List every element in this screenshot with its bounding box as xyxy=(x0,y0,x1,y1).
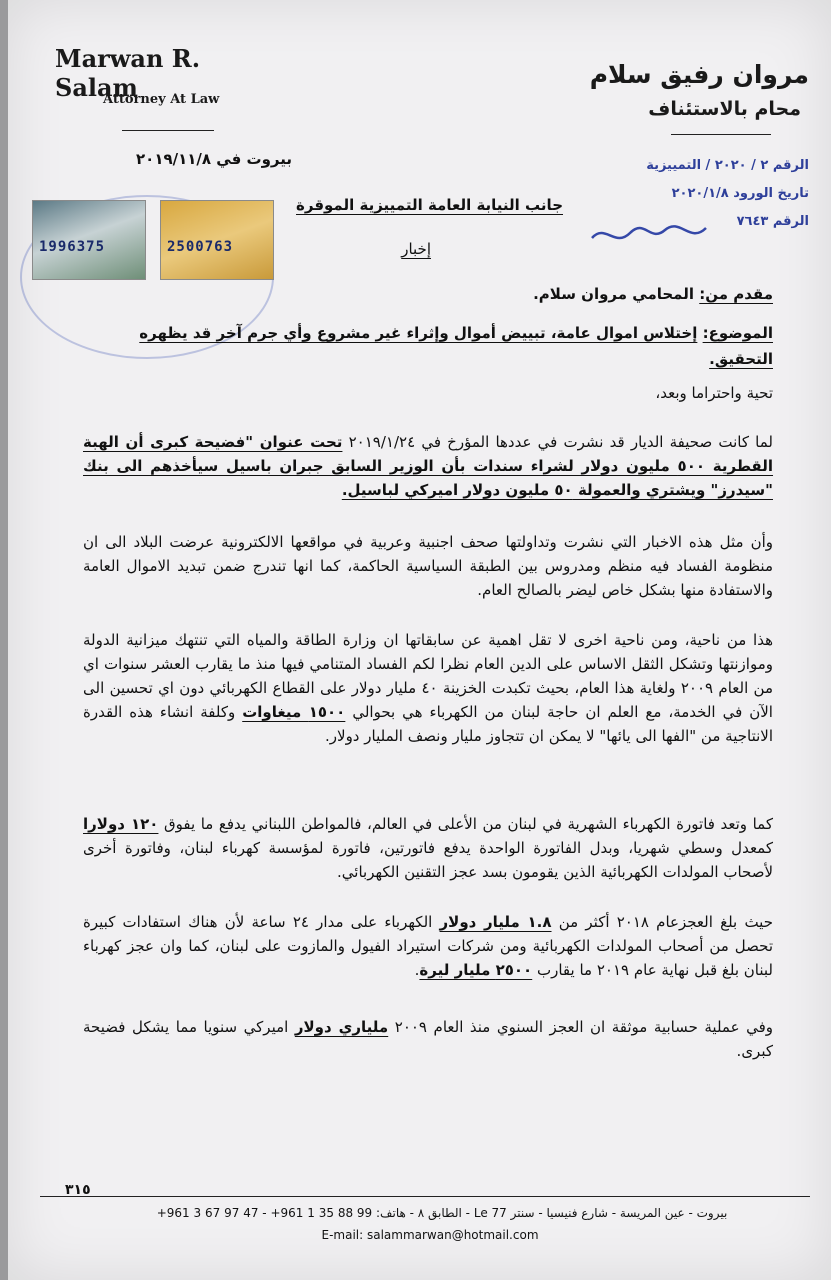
letterhead-divider-right xyxy=(671,134,771,135)
footer-divider xyxy=(40,1196,810,1197)
paragraph-5-a: حيث بلغ العجزعام ٢٠١٨ أكثر من xyxy=(558,913,773,931)
paragraph-3-a: هذا من ناحية، ومن ناحية اخرى لا تقل اهمية عن سابقاتها ان وزارة الطاقة والمياه التي تنتهك ميزانية الدولة وموازنتها وتشكل الثقل الاساس على الدين العام نظرا لكم الفساد المتنامي فيها منذ ما يقارب العشر سنوات اي من العام ٢٠٠٩ ولغاية هذا العام، بحيث تكبدت الخزينة ٤٠ مليار دولار على القطاع الكهربائي دون اي تحسين الى الآن في الخدمة، مع العلم ان حاجة لبنان من الكهرباء هي بحوالي xyxy=(83,631,774,721)
revenue-stamp-left-number: 1996375 xyxy=(39,239,106,255)
letterhead-divider-left xyxy=(122,130,214,131)
paragraph-5-highlight-2: ٢٥٠٠ مليار ليرة xyxy=(419,961,533,979)
page-number: ٣١٥ xyxy=(65,1182,91,1198)
paragraph-3-highlight: ١٥٠٠ ميغاوات xyxy=(242,703,346,721)
stamp-line-2: تاريخ الورود ٢٠٢٠/١/٨ xyxy=(671,186,809,201)
paragraph-5-c: . xyxy=(414,961,420,979)
paragraph-1 xyxy=(83,430,773,502)
paragraph-4-b: كمعدل وسطي شهريا، وبدل الفاتورة الواحدة يدفع فاتورتين، فاتورة لمؤسسة كهرباء لبنان، وفاتورة أخرى لأصحاب المولدات الكهربائية الذين يقومون بسد عجز التقنين الكهربائي. xyxy=(83,839,773,881)
paragraph-5-highlight-1: ١.٨ مليار دولار xyxy=(439,913,552,931)
handwritten-scribble xyxy=(590,218,710,252)
letterhead-arabic-name: مروان رفيق سلام xyxy=(589,60,809,89)
paragraph-1-lead: لما كانت صحيفة الديار قد نشرت في عددها المؤرخ في ٢٠١٩/١/٢٤ xyxy=(348,433,773,451)
paragraph-6 xyxy=(83,1015,773,1063)
revenue-stamp-right xyxy=(160,200,274,280)
letterhead-english-name: Marwan R. Salam xyxy=(55,44,201,102)
footer-email: E-mail: salammarwan@hotmail.com xyxy=(321,1228,539,1242)
paragraph-5-b: الكهرباء على مدار ٢٤ ساعة لأن هناك استفادات كبيرة تحصل من أصحاب المولدات الكهربائية ومن شركات استيراد الفيول والمازوت على لبنان، كما وان عجز كهرباء لبنان بلغ قبل نهاية عام ٢٠١٩ ما يقارب xyxy=(83,913,773,979)
letterhead-english-title: Attorney At Law xyxy=(103,92,220,107)
paragraph-1-headline: تحت عنوان "فضيحة كبرى أن الهبة القطرية ٥٠٠ مليون دولار لشراء سندات بأن الوزير السابق جبران باسيل سيأخذهم الى بنك "سيدرز" ويشتري والعمولة ٥٠ مليون دولار اميركي لباسيل. xyxy=(83,433,774,499)
stamp-line-3: الرقم ٧٦٤٣ xyxy=(736,214,809,229)
paragraph-6-b: اميركي سنويا مما يشكل فضيحة كبرى. xyxy=(83,1018,773,1060)
paragraph-6-highlight: ملياري دولار xyxy=(294,1018,389,1036)
paragraph-3-b: وكلفة انشاء هذه القدرة الانتاجية من "الفها الى يائها" لا يمكن ان تتجاوز مليار ونصف المليار دولار. xyxy=(83,703,773,745)
letter-date: بيروت في ٢٠١٩/١١/٨ xyxy=(136,150,292,168)
revenue-stamp-right-number: 2500763 xyxy=(167,239,234,255)
subject xyxy=(83,320,773,372)
paragraph-3 xyxy=(83,628,773,748)
submitted-by xyxy=(533,285,773,303)
subject-value: إختلاس اموال عامة، تبييض أموال وإثراء غير مشروع وأي جرم آخر قد يظهره التحقيق. xyxy=(139,324,773,368)
paragraph-4-a: كما وتعد فاتورة الكهرباء الشهرية في لبنان من الأعلى في العالم، فالمواطن اللبناني يدفع ما يفوق xyxy=(164,815,773,833)
subject-label: الموضوع: xyxy=(702,324,773,342)
footer-address: بيروت - عين المريسة - شارع فنيسيا - سنتر Le 77 - الطابق ٨ - هاتف: 99 88 35 1 961+ - 47 97 67 3 961+ xyxy=(156,1206,728,1220)
paragraph-5 xyxy=(83,910,773,982)
submitted-by-value: المحامي مروان سلام. xyxy=(533,285,695,303)
paragraph-6-a: وفي عملية حسابية موثقة ان العجز السنوي منذ العام ٢٠٠٩ xyxy=(394,1018,773,1036)
paragraph-4-highlight: ١٢٠ دولارا xyxy=(83,815,159,833)
document-type: إخبار xyxy=(401,240,431,258)
letterhead-arabic-title: محام بالاستئناف xyxy=(648,98,801,120)
addressee: جانب النيابة العامة التمييزية الموقرة xyxy=(296,196,563,214)
revenue-stamp-left xyxy=(32,200,146,280)
paragraph-2: وأن مثل هذه الاخبار التي نشرت وتداولتها صحف اجنبية وعربية في مواقعها الالكترونية عرضت البلاد الى ان منظومة الفساد فيه منظم ومدروس بين الطبقة السياسية الحاكمة، كما انها تندرج ضمن تبديد الاموال العامة والاستفادة منها بشكل خاص ليضر بالصالح العام. xyxy=(83,533,773,599)
paragraph-4 xyxy=(83,812,773,884)
submitted-by-label: مقدم من: xyxy=(699,285,773,303)
stamp-line-1: الرقم ٢ / ٢٠٢٠ / التمييزية xyxy=(646,158,809,173)
greeting: تحية واحتراما وبعد، xyxy=(655,384,773,402)
